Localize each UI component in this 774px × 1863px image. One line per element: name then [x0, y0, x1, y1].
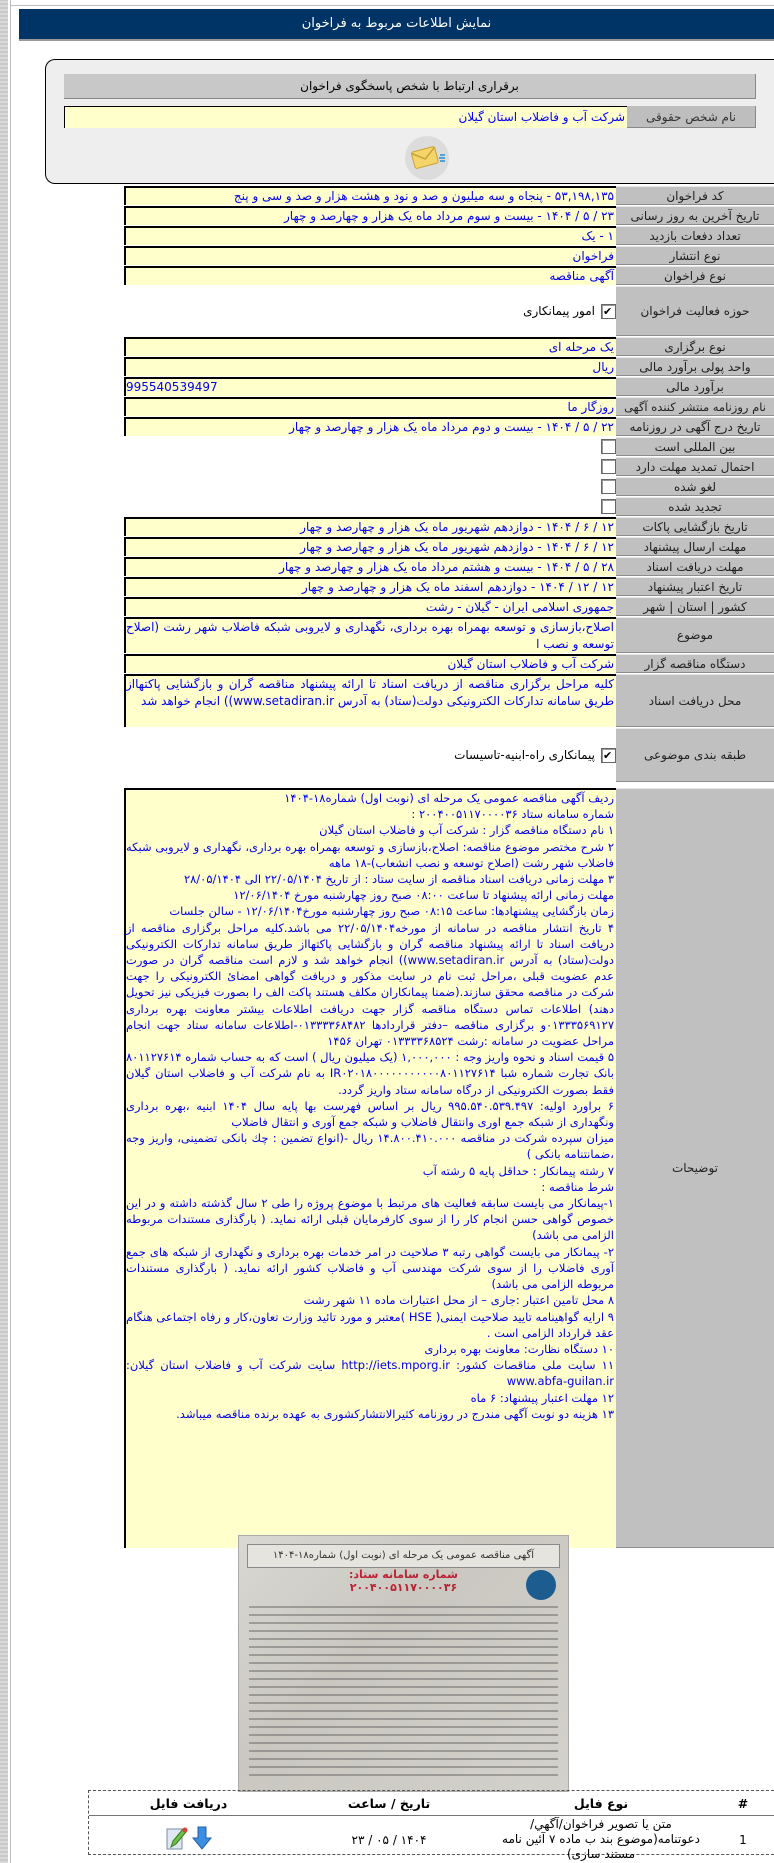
description-line: ۲ شرح مختصر موضوع مناقصه: اصلاح،بازسازی و توسعه بهمراه بهره برداری، نگهداری و لایروبی شبکه فاضلاب شهر رشت (اصلاح توسعه و نصب انشعاب)-۱۸ ماهه	[126, 839, 614, 870]
renewed-checkbox[interactable]	[601, 499, 616, 514]
row-value	[128, 457, 616, 476]
checkbox-label: امور پیمانکاری	[523, 303, 595, 318]
row-value: ۲۸ / ۵ / ۱۴۰۴ - بیست و هشتم مرداد ماه یک هزار و چهارصد و چهار	[124, 557, 616, 576]
row-value: فراخوان	[124, 246, 616, 265]
row-category	[94, 728, 774, 782]
file-row	[89, 1816, 774, 1863]
row-label: تاریخ اعتبار پیشنهاد	[616, 577, 774, 596]
contact-row	[64, 106, 756, 128]
row-label: کد فراخوان	[616, 186, 774, 205]
row-value	[128, 286, 616, 336]
row-value: جمهوری اسلامی ایران - گیلان - رشت	[124, 597, 616, 616]
row-value: ۱ - یک	[124, 226, 616, 245]
description-line: ۱۱ سایت ملی مناقصات کشور: http://iets.mporg.ir سایت شرکت آب و فاضلاب استان گیلان: www.abfa-guilan.ir	[126, 1358, 615, 1389]
description-line: ۵ قیمت اسناد و نحوه واریز وجه : ۱,۰۰۰,۰۰۰ (یک میلیون ریال ) است که به حساب شماره ۸۰۱۱۲۷۶۱۴ بانک تجارت شماره شبا IR۰۲۰۱۸۰۰۰۰۰۰۰۰۰۰۰۸۰۱۱۲۷۶۱۴ به نام شرکت آب و فاضلاب استان گیلان فقط بصورت الکترونیکی از درگاه سامانه ستاد واریز گردد.	[126, 1050, 614, 1097]
row-estimate	[94, 377, 774, 396]
row-value	[128, 728, 616, 782]
description-line: شرط مناقصه :	[541, 1179, 614, 1194]
row-label: تاریخ آخرین به روز رسانی	[616, 206, 774, 225]
row-validity-date	[94, 577, 774, 596]
col-file-type: نوع فایل	[490, 1791, 712, 1816]
mail-icon[interactable]	[405, 136, 449, 180]
description-line: مهلت زمانی ارائه پیشنهاد تا ساعت ۰۸:۰۰ صبح روز چهارشنبه مورخ ۱۲/۰۶/۱۴۰۴	[233, 888, 614, 903]
row-location	[94, 597, 774, 616]
row-value: ۵۳,۱۹۸,۱۳۵ - پنجاه و سه میلیون و صد و نود و هشت هزار و صد و سی و پنج	[124, 186, 616, 205]
row-extension	[94, 457, 774, 476]
row-value: ۲۳ / ۵ / ۱۴۰۴ - بیست و سوم مرداد ماه یک هزار و چهارصد و چهار	[124, 206, 616, 225]
row-organizer	[94, 654, 774, 673]
row-value: ریال	[124, 357, 616, 376]
page-title: نمایش اطلاعات مربوط به فراخوان	[19, 9, 774, 41]
col-date: تاریخ / ساعت	[288, 1791, 490, 1816]
extension-checkbox[interactable]	[601, 459, 616, 474]
file-type: متن یا تصویر فراخوان/آگهي/دعوتنامه(موضوع بند ب ماده ۷ آئین نامه مستند سازی)	[502, 1817, 700, 1861]
row-value: اصلاح،بازسازی و توسعه بهمراه بهره برداری، نگهداری و لایروبی شبکه فاضلاب شهر رشت (اصلاح توسعه و نصب ا	[124, 617, 616, 653]
row-value: ۱۲ / ۶ / ۱۴۰۴ - دوازدهم شهریور ماه یک هزار و چهارصد و چهار	[124, 517, 616, 536]
divider	[10, 0, 11, 1863]
description-line: شماره سامانه ستاد ۲۰۰۴۰۰۵۱۱۷۰۰۰۰۳۶ :	[411, 807, 614, 822]
row-currency	[94, 357, 774, 376]
contact-header: برقراری ارتباط با شخص پاسخگوی فراخوان	[64, 74, 756, 99]
description-line: ۱ نام دستگاه مناقصه گزار : شرکت آب و فاضلاب استان گیلان	[319, 823, 614, 838]
page	[12, 0, 774, 1863]
description-line: ۹ ارایه گواهینامه تایید صلاحیت ایمنی( HSE )معتبر و مورد تائید وزارت تعاون،کار و رفاه اجتماعی هنگام عقد قرارداد الزامی است .	[126, 1309, 614, 1340]
row-code	[94, 186, 774, 205]
col-index: #	[712, 1791, 774, 1816]
description-line: ۳ مهلت زمانی دریافت اسناد مناقصه از سایت ستاد : از تاریخ ۲۲/۰۵/۱۴۰۴ الی ۲۸/۰۵/۱۴۰۴	[183, 872, 614, 887]
description-line: ۴ تاریخ انتشار مناقصه در سامانه از مورخه۲۲/۰۵/۱۴۰۴ می باشد.کلیه مراحل برگزاری مناقصه از دریافت اسناد تا ارائه پیشنهاد مناقصه گران و بازگشایی پاکتهااز طریق سامانه تدارکات الکترونیکی دولت(ستاد) به آدرس www.setadiran.ir)) انجام خواهد شد و لازم است مناقصه گران در صورت عدم عضویت قبلی ،مراحل ثبت نام در سایت مذکور و دریافت گواهی امضائ الکترونیکی را جهت شرکت در مناقصه محقق سازند.(ضمنا پیمانکاران مکلف هستند پاکت الف را بصورت فیزیکی نیز تحویل دهند) اطلاعات تماس دستگاه مناقصه گزار جهت دریافت اطلاعات بیشتر معاونت بهره برداری ۰۱۳۳۳۵۶۹۱۲۷و برگزاری مناقصه –دفتر قراردادها ۰۱۳۳۳۳۶۸۴۸۲-اطلاعات سامانه ستاد جهت انجام مراحل عضویت در سامانه :رشت ۰۱۳۳۳۳۶۸۵۲۴ تهران ۱۴۵۶	[126, 920, 614, 1049]
row-submit-deadline	[94, 537, 774, 556]
row-value: ۱۲ / ۶ / ۱۴۰۴ - دوازدهم شهریور ماه یک هزار و چهارصد و چهار	[124, 537, 616, 556]
row-label: موضوع	[616, 617, 774, 653]
row-value: 995540539497	[124, 377, 616, 396]
row-renewed	[94, 497, 774, 516]
description-line: ۱۲ مهلت اعتبار پیشنهاد: ۶ ماه	[470, 1390, 614, 1405]
row-label: بین المللی است	[616, 437, 774, 456]
description-line: زمان بازگشایی پیشنهادها: ساعت ۰۸:۱۵ صبح روز چهارشنبه مورخ۱۲/۰۶/۱۴۰۴ - سالن جلسات	[169, 904, 614, 919]
row-value: یک مرحله ای	[124, 337, 616, 356]
col-download: دریافت فایل	[89, 1791, 288, 1816]
page-edge-strip	[0, 0, 8, 1863]
row-label: کشور | استان | شهر	[616, 597, 774, 616]
category-checkbox[interactable]	[601, 748, 616, 763]
row-newspaper-date	[94, 417, 774, 436]
row-publish-type	[94, 246, 774, 265]
row-label: محل دریافت اسناد	[616, 674, 774, 727]
international-checkbox[interactable]	[601, 439, 616, 454]
contact-label: نام شخص حقوقی	[627, 106, 756, 128]
row-cancelled	[94, 477, 774, 496]
row-value: ۲۲ / ۵ / ۱۴۰۴ - بیست و دوم مرداد ماه یک هزار و چهارصد و چهار	[124, 417, 616, 436]
file-date: ۱۴۰۴ / ۰۵ / ۲۳	[351, 1832, 427, 1847]
newspaper-ad-title: آگهی مناقصه عمومی یک مرحله ای (نوبت اول) شماره۱۸-۱۴۰۴	[247, 1544, 560, 1568]
row-value	[128, 497, 616, 516]
row-value: روزگار ما	[124, 397, 616, 416]
description-line: ردیف آگهی مناقصه عمومی یک مرحله ای (نوبت اول) شماره۱۸-۱۴۰۴	[284, 791, 614, 805]
contact-panel	[45, 59, 774, 184]
description-line: ۶ براورد اولیه: ۹۹۵.۵۴۰.۵۳۹.۴۹۷ ریال بر اساس فهرست بها پایه سال ۱۴۰۴ ابنیه ،بهره برداری ونگهداری از شبکه جمع اوری وانتقال فاضلاب و شبکه جمع آوری و انتقال فاضلاب	[126, 1098, 615, 1130]
row-label: تعداد دفعات بازدید	[616, 226, 774, 245]
activity-scope-checkbox[interactable]	[601, 304, 616, 319]
row-newspaper	[94, 397, 774, 416]
row-value	[128, 437, 616, 456]
row-label: واحد پولی برآورد مالی	[616, 357, 774, 376]
row-label: مهلت ارسال پیشنهاد	[616, 537, 774, 556]
edit-document-icon[interactable]	[165, 1825, 189, 1854]
row-value: آگهی مناقصه	[124, 266, 616, 285]
newspaper-ad-number: شماره سامانه ستاد: ۲۰۰۴۰۰۵۱۱۷۰۰۰۰۳۶	[349, 1568, 458, 1594]
row-label: تاریخ بازگشایی پاکات	[616, 517, 774, 536]
contact-value: شرکت آب و فاضلاب استان گیلان	[64, 106, 627, 128]
details-table	[94, 186, 774, 1549]
row-label: نوع برگزاری	[616, 337, 774, 356]
row-label: نوع فراخوان	[616, 266, 774, 285]
row-holding-type	[94, 337, 774, 356]
row-label: حوزه فعالیت فراخوان	[616, 286, 774, 336]
row-label: لغو شده	[616, 477, 774, 496]
row-label: توضیحات	[616, 788, 774, 1548]
row-description	[94, 788, 774, 1548]
description-line: میزان سپرده شرکت در مناقصه ۱۴.۸۰۰.۴۱۰.۰۰۰ ریال -(انواع تضمین : چك بانکی تضمینی، واریز وجه ،ضمانتنامه بانکی )	[126, 1131, 615, 1162]
row-international	[94, 437, 774, 456]
row-value: شرکت آب و فاضلاب استان گیلان	[124, 654, 616, 673]
newspaper-ad-body	[249, 1606, 558, 1781]
checkbox-label: پیمانکاری راه-ابنیه-تاسیسات	[454, 747, 595, 762]
row-opening-date	[94, 517, 774, 536]
row-value: کلیه مراحل برگزاری مناقصه از دریافت اسناد تا ارائه پیشنهاد مناقصه گران و بازگشایی پاکتهااز طریق سامانه تدارکات الکترونیکی دولت(ستاد) به آدرس www.setadiran.ir)) انجام خواهد شد	[124, 674, 616, 727]
download-arrow-icon[interactable]	[191, 1825, 213, 1854]
description-line: ۸ محل تامین اعتبار :جاری – از محل اعتبارات ماده ۱۱ شهر رشت	[303, 1293, 614, 1308]
row-label: تاریخ درج آگهی در روزنامه	[616, 417, 774, 436]
row-last-update	[94, 206, 774, 225]
description-text	[124, 788, 616, 1548]
row-label: مهلت دریافت اسناد	[616, 557, 774, 576]
row-label: احتمال تمدید مهلت دارد	[616, 457, 774, 476]
row-value: ۱۲ / ۱۲ / ۱۴۰۴ - دوازدهم اسفند ماه یک هزار و چهارصد و چهار	[124, 577, 616, 596]
description-line: ۱-پیمانکار می بایست سابقه فعالیت های مرتبط با موضوع پروژه را طی ۲ سال گذشته داشته و در این خصوص گواهی حسن انجام کار را از سوی کارفرمایان قبلی ارائه نماید. ( بارگذاری مستندات مربوطه الزامی می باشد)	[126, 1196, 614, 1243]
row-docs-deadline	[94, 557, 774, 576]
row-label: برآورد مالی	[616, 377, 774, 396]
description-line: ۷ رشته پیمانکار : حداقل پایه ۵ رشته آب	[422, 1163, 614, 1178]
files-table	[88, 1790, 774, 1861]
description-line: ۱۰ دستگاه نظارت: معاونت بهره برداری	[424, 1341, 614, 1356]
row-label: طبقه بندی موضوعی	[616, 728, 774, 782]
description-line: ۲- پیمانکار می بایست گواهی رتبه ۳ صلاحیت در امر خدمات بهره برداری و نگهداری از شبکه های جمع آوری فاضلاب را از سوی شرکت مهندسی آب و فاضلاب کشور ارائه نماید. ( بارگذاری مستندات مربوطه الزامی می باشد)	[126, 1244, 614, 1292]
description-line: ۱۳ هزینه دو نوبت آگهی مندرج در روزنامه کثیرالانتشارکشوری به عهده برنده مناقصه میباشد.	[176, 1406, 614, 1421]
file-index: 1	[739, 1832, 747, 1847]
row-label: نوع انتشار	[616, 246, 774, 265]
row-value	[128, 477, 616, 496]
row-visits	[94, 226, 774, 245]
row-label: تجدید شده	[616, 497, 774, 516]
file-download	[89, 1816, 288, 1863]
row-label: دستگاه مناقصه گزار	[616, 654, 774, 673]
row-docs-place	[94, 674, 774, 727]
newspaper-ad-image[interactable]	[238, 1535, 569, 1792]
row-activity-scope	[94, 286, 774, 336]
cancelled-checkbox[interactable]	[601, 479, 616, 494]
row-subject	[94, 617, 774, 653]
organization-logo-icon	[526, 1570, 556, 1600]
row-call-type	[94, 266, 774, 285]
row-label: نام روزنامه منتشر کننده آگهی	[616, 397, 774, 416]
